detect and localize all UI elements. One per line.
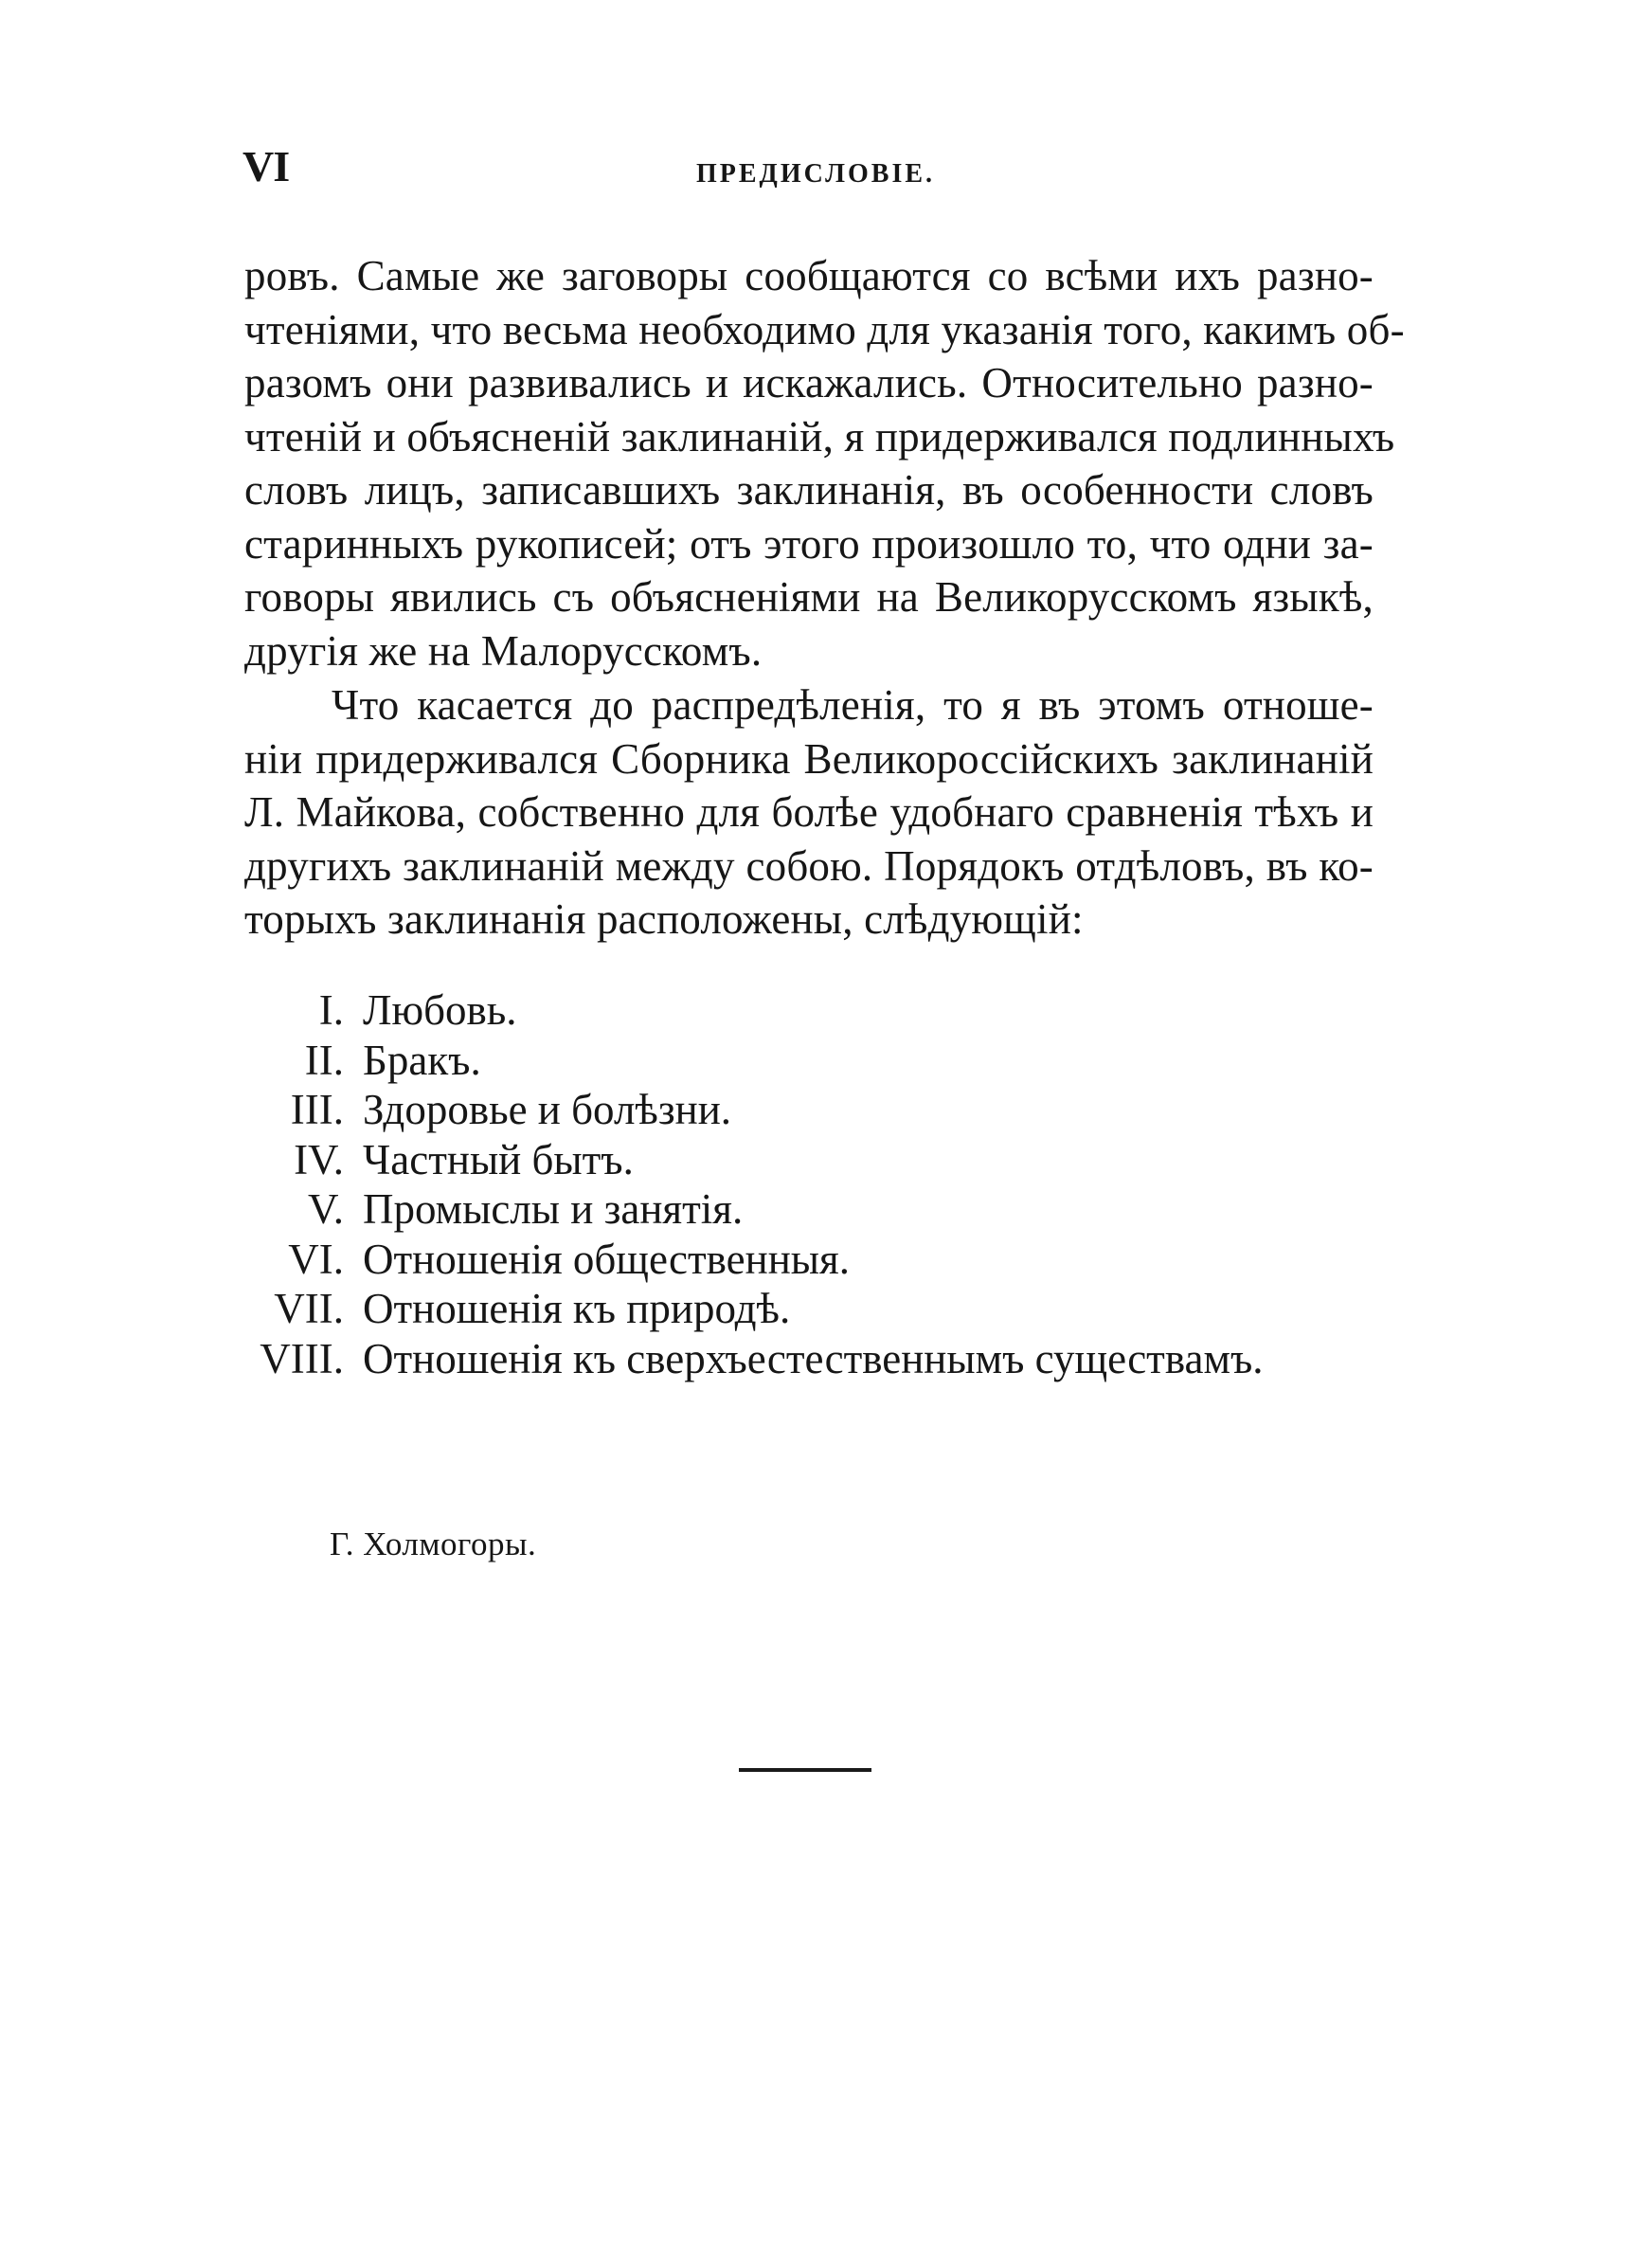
division-numeral: VI. — [288, 1235, 344, 1283]
division-item — [244, 1036, 1263, 1086]
division-item — [244, 1284, 1263, 1334]
division-numeral: III. — [290, 1086, 344, 1133]
text-line: чтеніями, что весьма необходимо для указанія того, какимъ об- — [244, 305, 1405, 353]
text-line: старинныхъ рукописей; отъ этого произошло то, что одни за- — [244, 519, 1374, 568]
text-line: торыхъ заклинанія расположены, слѣдующій: — [244, 895, 1084, 943]
division-numeral: VII. — [274, 1285, 344, 1332]
end-rule — [739, 1768, 871, 1772]
paragraph-2 — [244, 678, 1374, 947]
division-title: Отношенія къ природѣ. — [363, 1285, 791, 1332]
text-line: Что касается до распредѣленія, то я въ этомъ отноше- — [332, 681, 1374, 729]
division-list — [244, 985, 1263, 1383]
division-item — [244, 1184, 1263, 1235]
text-line: другихъ заклинаній между собою. Порядокъ отдѣловъ, въ ко- — [244, 841, 1374, 890]
paragraph-1 — [244, 249, 1405, 677]
division-numeral: I. — [318, 986, 344, 1034]
text-line: разомъ они развивались и искажались. Относительно разно- — [244, 359, 1374, 406]
text-line: словъ лицъ, записавшихъ заклинанія, въ особенности словъ — [244, 466, 1374, 514]
text-line: ніи придерживался Сборника Великороссійскихъ заклинаній — [244, 734, 1374, 783]
running-head: ПРЕДИСЛОВІЕ. — [696, 159, 936, 189]
text-line: Л. Майкова, собственно для болѣе удобнаго сравненія тѣхъ и — [244, 788, 1374, 836]
division-numeral: II. — [304, 1036, 344, 1084]
division-item — [244, 1135, 1263, 1185]
division-title: Любовь. — [363, 986, 517, 1034]
division-item — [244, 1235, 1263, 1285]
division-item — [244, 985, 1263, 1036]
division-item — [244, 1085, 1263, 1135]
division-numeral: V. — [308, 1185, 344, 1233]
page-number: VI — [242, 142, 290, 190]
text-line: говоры явились съ объясненіями на Великорусскомъ языкѣ, — [244, 573, 1374, 621]
division-title: Промыслы и занятія. — [363, 1185, 744, 1233]
division-numeral: VIII. — [260, 1334, 344, 1382]
text-line: ровъ. Самые же заговоры сообщаются со всѣми ихъ разно- — [244, 252, 1374, 299]
division-title: Отношенія общественныя. — [363, 1235, 850, 1283]
text-line: другія же на Малорусскомъ. — [244, 626, 763, 675]
division-item — [244, 1334, 1263, 1384]
division-numeral: IV. — [294, 1135, 344, 1183]
division-title: Бракъ. — [363, 1036, 481, 1084]
division-title: Частный бытъ. — [363, 1135, 634, 1183]
division-title: Отношенія къ сверхъестественнымъ существамъ. — [363, 1334, 1264, 1382]
division-title: Здоровье и болѣзни. — [363, 1086, 732, 1133]
text-line: чтеній и объясненій заклинаній, я придерживался подлинныхъ — [244, 412, 1395, 460]
place-signature: Г. Холмогоры. — [330, 1526, 537, 1562]
